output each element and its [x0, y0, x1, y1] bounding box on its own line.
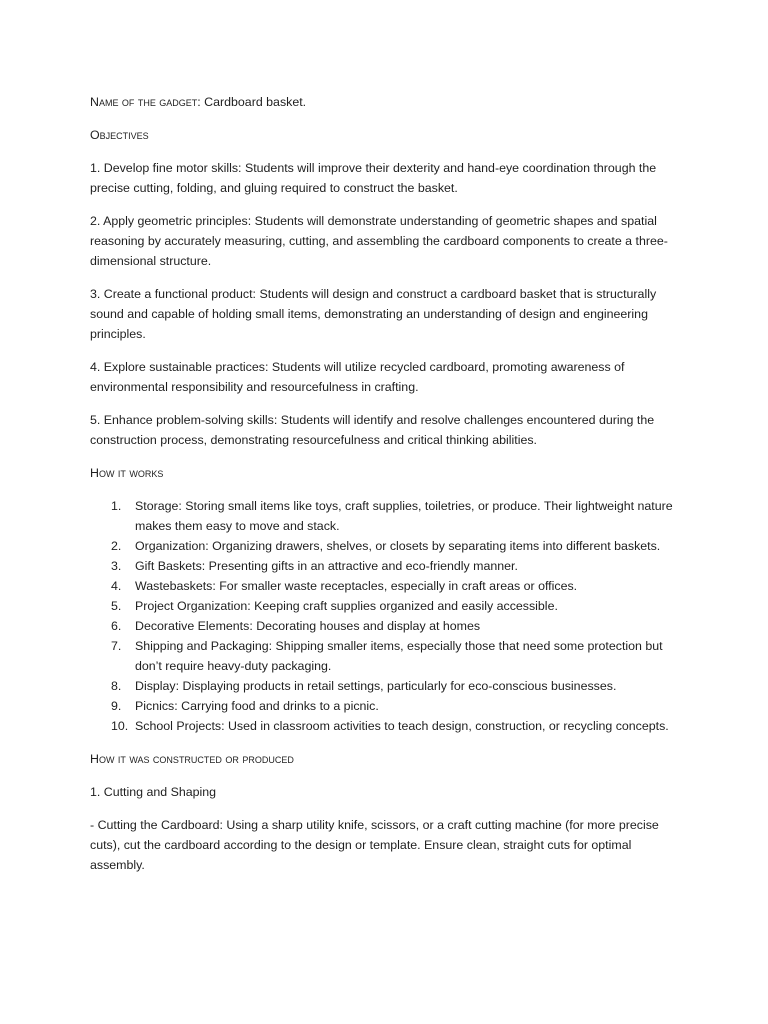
- objective-paragraph: 2. Apply geometric principles: Students will demonstrate understanding of geometric shapes and spatial reasoning by accurately measuring, cutting, and assembling the cardboard components to create a three-dimensional structure.: [90, 214, 668, 268]
- list-item: [90, 676, 682, 696]
- list-item-number: 5.: [111, 599, 122, 613]
- construction-step-title: 1. Cutting and Shaping: [90, 785, 217, 799]
- list-item-text: Project Organization: Keeping craft supplies organized and easily accessible.: [135, 599, 558, 613]
- list-item-text: Gift Baskets: Presenting gifts in an attractive and eco-friendly manner.: [135, 559, 518, 573]
- gadget-name-label: Name of the gadget: [90, 95, 198, 109]
- list-item: [90, 696, 682, 716]
- document-body: [90, 92, 682, 888]
- list-item: [90, 616, 682, 636]
- list-item: [90, 576, 682, 596]
- list-item: [90, 496, 682, 536]
- how-it-works-heading: How it works: [90, 466, 164, 480]
- list-item-number: 2.: [111, 539, 122, 553]
- uses-list: [90, 496, 682, 736]
- list-item: [90, 596, 682, 616]
- list-item-text: Storage: Storing small items like toys, craft supplies, toiletries, or produce. Their lightweight nature makes them easy to move and stack.: [135, 499, 673, 533]
- objective-paragraph: 1. Develop fine motor skills: Students will improve their dexterity and hand-eye coordination through the precise cutting, folding, and gluing required to construct the basket.: [90, 161, 657, 195]
- list-item: [90, 636, 682, 676]
- list-item-number: 7.: [111, 639, 122, 653]
- objective-paragraph: 3. Create a functional product: Students will design and construct a cardboard basket that is structurally sound and capable of holding small items, demonstrating an understanding of design and engineering principles.: [90, 287, 657, 341]
- list-item-number: 1.: [111, 499, 122, 513]
- list-item-text: Organization: Organizing drawers, shelves, or closets by separating items into different baskets.: [135, 539, 661, 553]
- gadget-name-value: Cardboard basket.: [204, 95, 307, 109]
- list-item: [90, 716, 682, 736]
- list-item-text: Decorative Elements: Decorating houses and display at homes: [135, 619, 481, 633]
- list-item-number: 10.: [111, 719, 129, 733]
- list-item: [90, 536, 682, 556]
- gadget-name-line: Name of the gadget: Cardboard basket.: [90, 95, 307, 109]
- construction-heading: How it was constructed or produced: [90, 752, 294, 766]
- list-item-number: 6.: [111, 619, 122, 633]
- objective-paragraph: 5. Enhance problem-solving skills: Students will identify and resolve challenges encountered during the construction process, demonstrating resourcefulness and critical thinking abilities.: [90, 413, 655, 447]
- list-item-number: 9.: [111, 699, 122, 713]
- list-item-number: 8.: [111, 679, 122, 693]
- list-item-text: Wastebaskets: For smaller waste receptacles, especially in craft areas or offices.: [135, 579, 578, 593]
- list-item-text: School Projects: Used in classroom activities to teach design, construction, or recycling concepts.: [135, 719, 669, 733]
- list-item-text: Picnics: Carrying food and drinks to a picnic.: [135, 699, 379, 713]
- construction-step-body: - Cutting the Cardboard: Using a sharp utility knife, scissors, or a craft cutting machine (for more precise cuts), cut the cardboard according to the design or template. Ensure clean, straight cuts for optimal assembly.: [90, 818, 659, 872]
- list-item-text: Shipping and Packaging: Shipping smaller items, especially those that need some protection but don’t require heavy-duty packaging.: [135, 639, 663, 673]
- objective-paragraph: 4. Explore sustainable practices: Students will utilize recycled cardboard, promoting awareness of environmental responsibility and resourcefulness in crafting.: [90, 360, 625, 394]
- list-item: [90, 556, 682, 576]
- list-item-number: 4.: [111, 579, 122, 593]
- objectives-heading: Objectives: [90, 128, 149, 142]
- list-item-text: Display: Displaying products in retail settings, particularly for eco-conscious businesses.: [135, 679, 617, 693]
- list-item-number: 3.: [111, 559, 122, 573]
